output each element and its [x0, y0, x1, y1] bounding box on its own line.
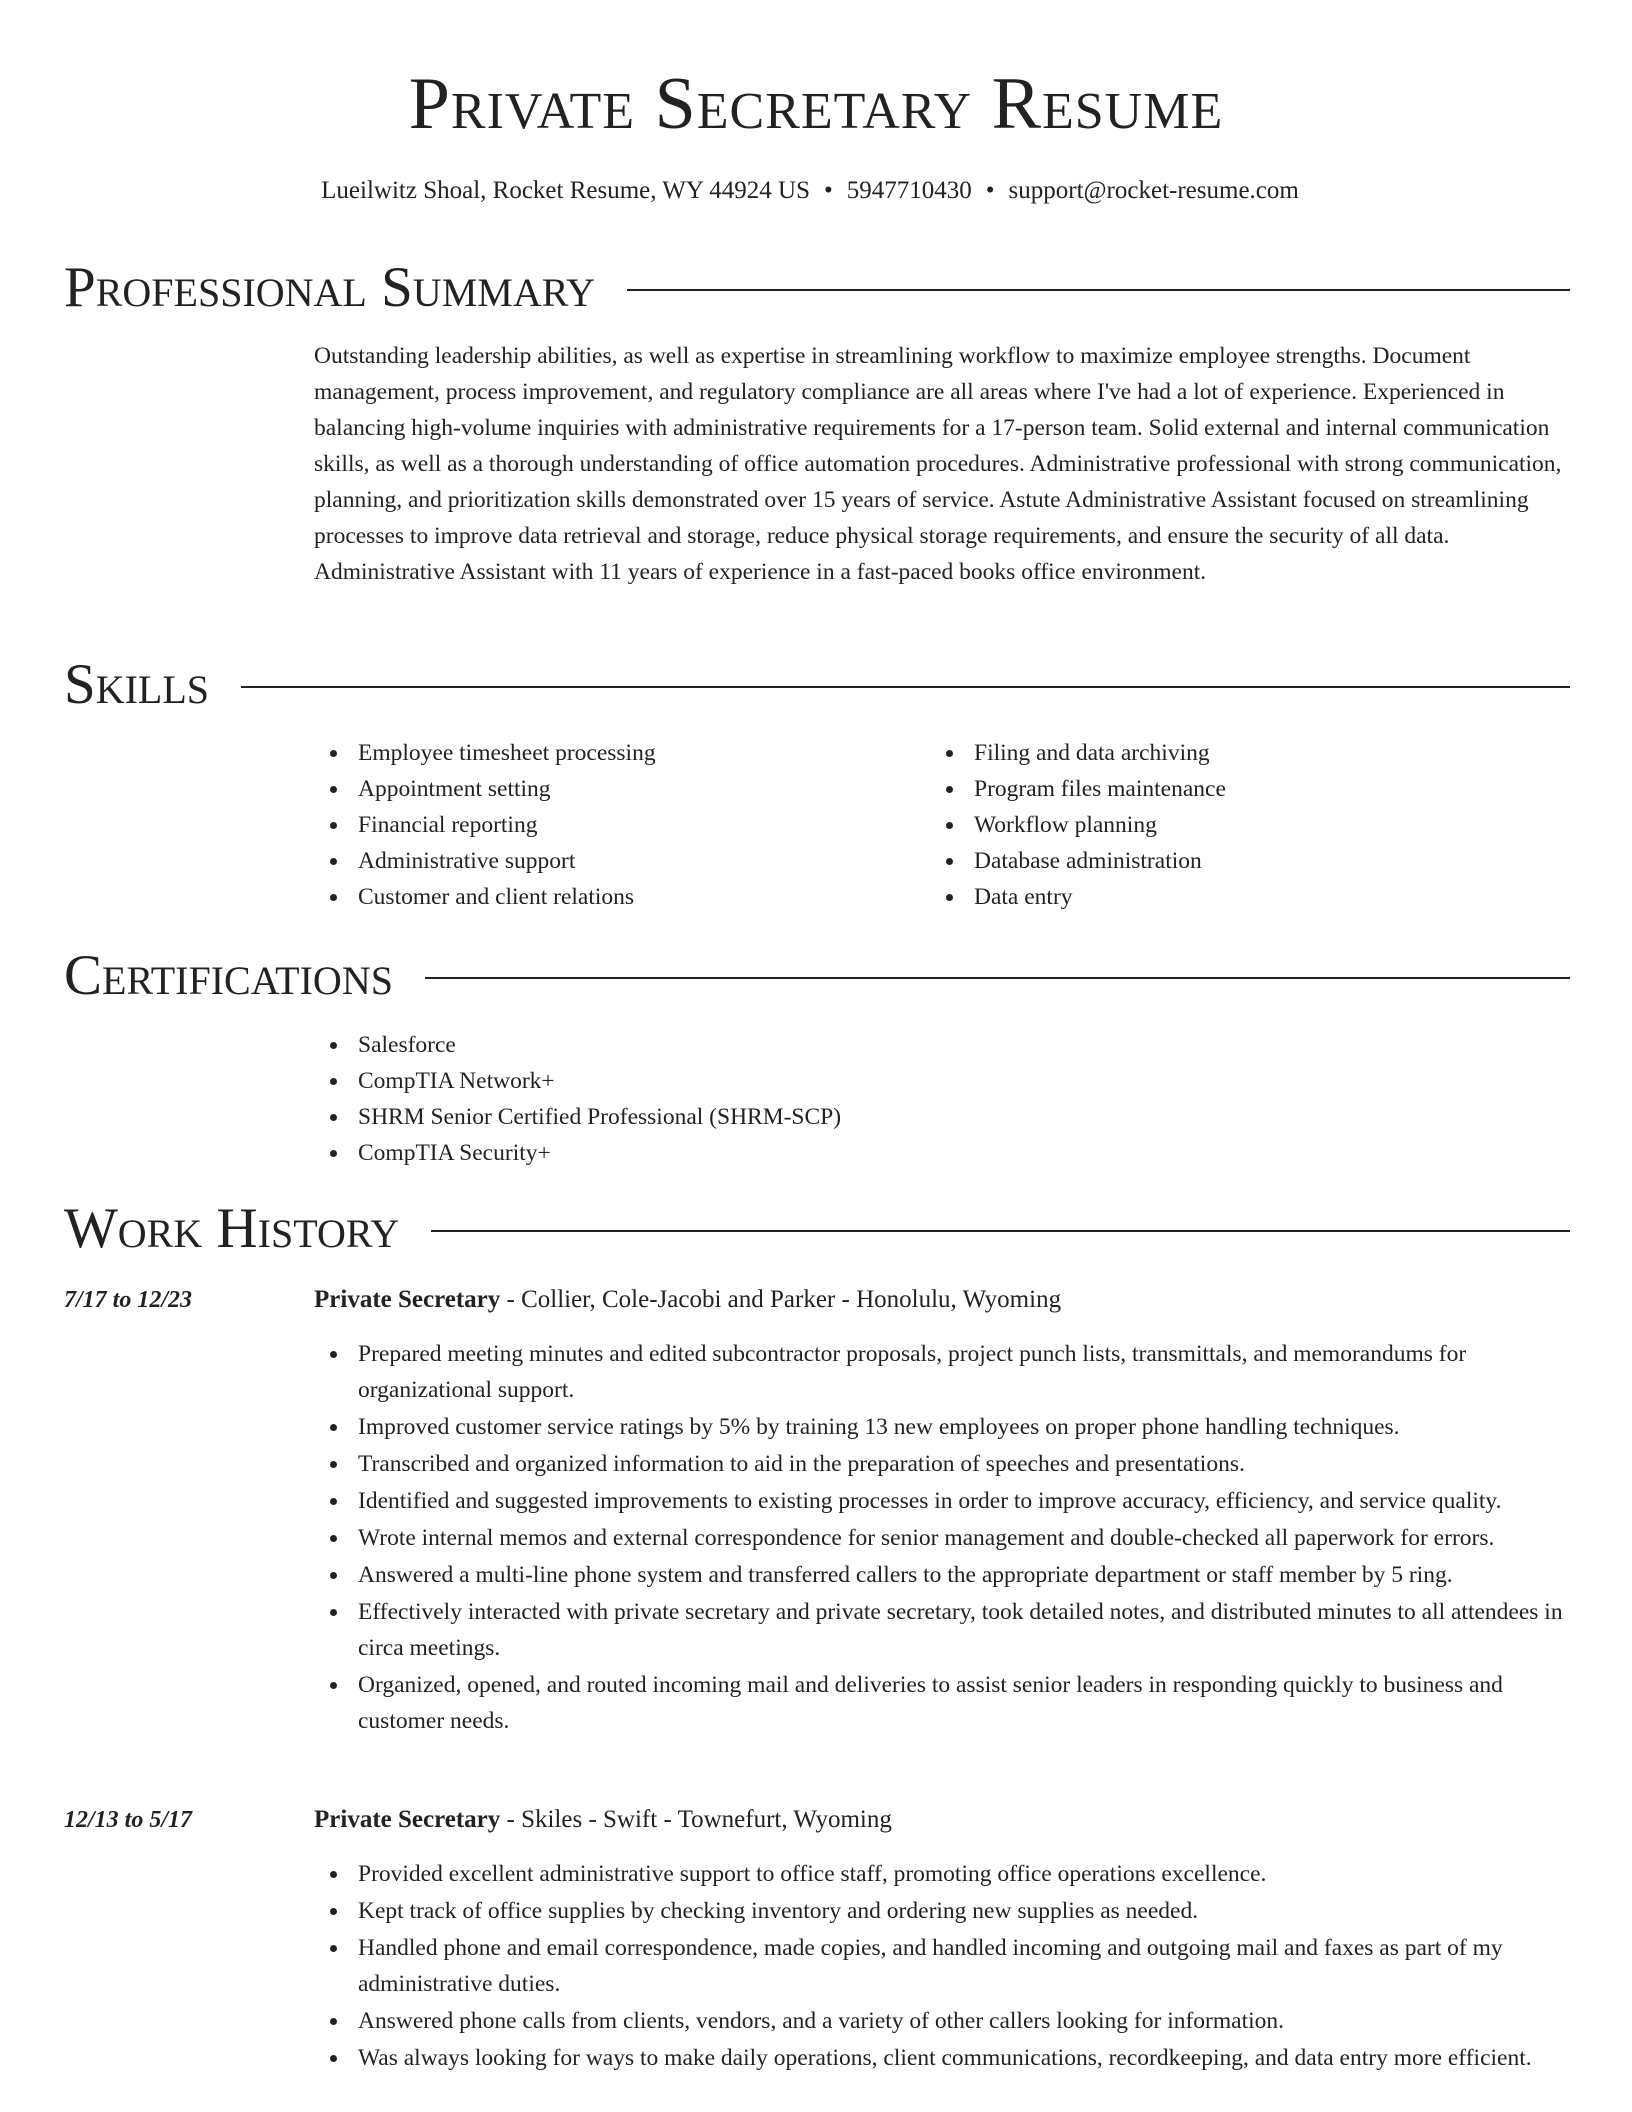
contact-line: [0, 174, 1620, 208]
section-divider: [425, 977, 1570, 979]
certification-item: SHRM Senior Certified Professional (SHRM-SCP): [314, 1099, 1514, 1135]
skill-item: Administrative support: [314, 843, 894, 879]
summary-heading: Professional Summary: [64, 256, 596, 319]
summary-text: Outstanding leadership abilities, as well as expertise in streamlining workflow to maximize employee strengths. Document management, process improvement, and regulatory compliance are all areas where I've had a lot of experience. Experienced in balancing high-volume inquiries with administrative requirements for a 17-person team. Solid external and internal communication skills, as well as a thorough understanding of office automation procedures. Administrative professional with strong communication, planning, and prioritization skills demonstrated over 15 years of service. Astute Administrative Assistant focused on streamlining processes to improve data retrieval and storage, reduce physical storage requirements, and ensure the security of all data. Administrative Assistant with 11 years of experience in a fast-paced books office environment.: [314, 343, 1562, 585]
section-divider: [627, 289, 1570, 291]
contact-separator: •: [824, 177, 833, 204]
skill-item: Filing and data archiving: [930, 735, 1530, 771]
job-bullet: Prepared meeting minutes and edited subcontractor proposals, project punch lists, transmittals, and memorandums for organizational support.: [314, 1336, 1584, 1408]
work-history-heading: Work History: [64, 1197, 400, 1260]
job-dates: 7/17 to 12/23: [64, 1287, 193, 1313]
contact-email: support@rocket-resume.com: [1008, 177, 1299, 204]
certification-item: CompTIA Network+: [314, 1063, 1514, 1099]
job-title: Private Secretary: [314, 1806, 501, 1833]
job-bullet: Transcribed and organized information to aid in the preparation of speeches and presentations.: [314, 1446, 1584, 1482]
certifications-list: [314, 1027, 1514, 1171]
skills-section-header: [64, 655, 1570, 715]
work-history-section-header: [64, 1199, 1570, 1259]
skill-item: Employee timesheet processing: [314, 735, 894, 771]
contact-address: Lueilwitz Shoal, Rocket Resume, WY 44924 US: [321, 177, 810, 204]
summary-section-header: [64, 258, 1570, 318]
job-bullet: Provided excellent administrative support to office staff, promoting office operations excellence.: [314, 1856, 1584, 1892]
job-heading: [314, 1803, 1574, 1837]
skill-item: Financial reporting: [314, 807, 894, 843]
job-bullet: Handled phone and email correspondence, made copies, and handled incoming and outgoing mail and faxes as part of my administrative duties.: [314, 1930, 1584, 2002]
job-responsibilities: [314, 1856, 1584, 2077]
skill-item: Appointment setting: [314, 771, 894, 807]
job-bullet: Kept track of office supplies by checking inventory and ordering new supplies as needed.: [314, 1893, 1584, 1929]
job-bullet: Was always looking for ways to make daily operations, client communications, recordkeeping, and data entry more efficient.: [314, 2040, 1584, 2076]
certification-item: CompTIA Security+: [314, 1135, 1514, 1171]
job-bullet: Organized, opened, and routed incoming mail and deliveries to assist senior leaders in responding quickly to business and customer needs.: [314, 1667, 1584, 1739]
job-bullet: Answered a multi-line phone system and transferred callers to the appropriate department or staff member by 5 ring.: [314, 1557, 1584, 1593]
job-bullet: Answered phone calls from clients, vendors, and a variety of other callers looking for information.: [314, 2003, 1584, 2039]
job-bullet: Improved customer service ratings by 5% by training 13 new employees on proper phone handling techniques.: [314, 1409, 1584, 1445]
contact-phone: 5947710430: [846, 177, 972, 204]
skill-item: Workflow planning: [930, 807, 1530, 843]
skills-list-right: [930, 735, 1530, 915]
skills-heading: Skills: [64, 653, 210, 716]
job-bullet: Identified and suggested improvements to existing processes in order to improve accuracy, efficiency, and service quality.: [314, 1483, 1584, 1519]
job-title: Private Secretary: [314, 1286, 501, 1313]
certification-item: Salesforce: [314, 1027, 1514, 1063]
certifications-section-header: [64, 946, 1570, 1006]
section-divider: [241, 686, 1570, 688]
skills-list-left: [314, 735, 894, 915]
certifications-heading: Certifications: [64, 944, 393, 1007]
job-bullet: Effectively interacted with private secretary and private secretary, took detailed notes, and distributed minutes to all attendees in circa meetings.: [314, 1594, 1584, 1666]
job-dates: 12/13 to 5/17: [64, 1807, 193, 1833]
job-bullet: Wrote internal memos and external correspondence for senior management and double-checked all paperwork for errors.: [314, 1520, 1584, 1556]
job-employer-location: - Skiles - Swift - Townefurt, Wyoming: [500, 1806, 892, 1833]
job-responsibilities: [314, 1336, 1584, 1740]
job-employer-location: - Collier, Cole-Jacobi and Parker - Honolulu, Wyoming: [500, 1286, 1062, 1313]
skill-item: Data entry: [930, 879, 1530, 915]
skill-item: Customer and client relations: [314, 879, 894, 915]
skill-item: Database administration: [930, 843, 1530, 879]
skill-item: Program files maintenance: [930, 771, 1530, 807]
contact-separator: •: [985, 177, 995, 204]
job-heading: [314, 1283, 1574, 1317]
resume-title: Private Secretary Resume: [408, 63, 1224, 145]
section-divider: [431, 1230, 1570, 1232]
